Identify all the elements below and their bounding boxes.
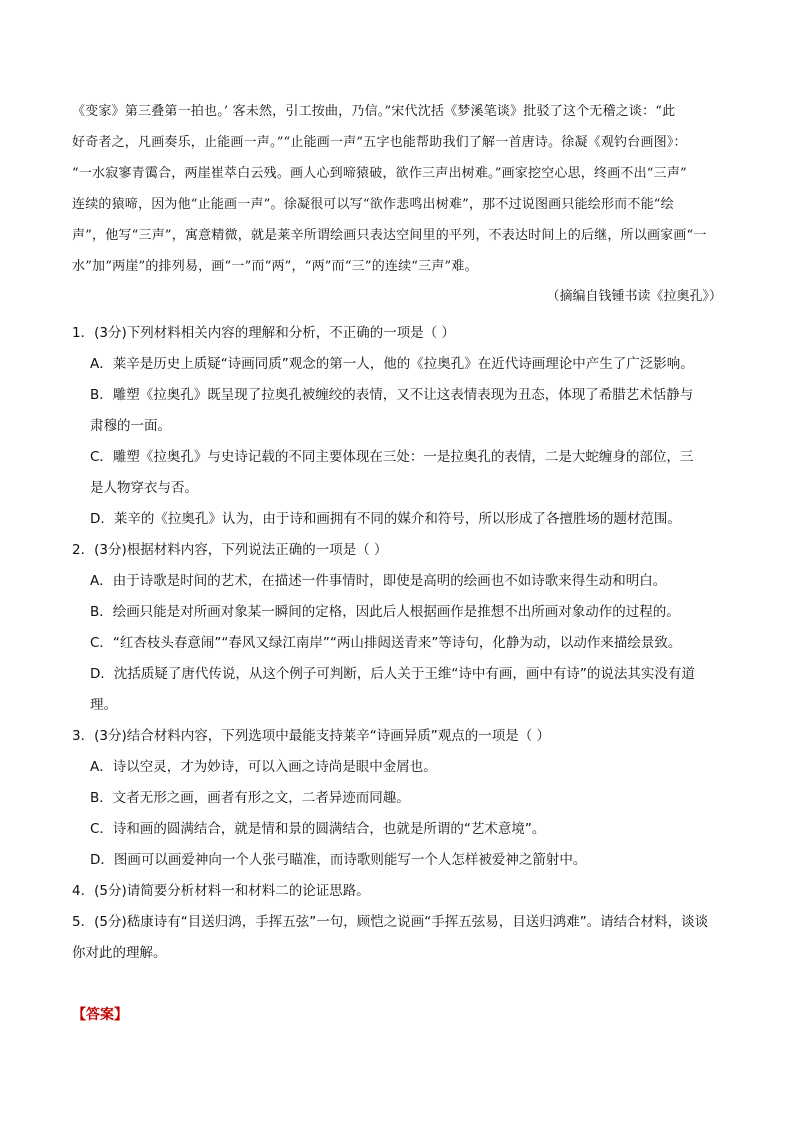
question-list [72,318,722,969]
question-5-continuation: 你对此的理解。 [72,945,167,961]
answer-heading: 【答案】 [72,1007,128,1023]
passage-line: 好奇者之，凡画奏乐，止能画一声。”“止能画一声”五字也能帮助我们了解一首唐诗。徐凝《观钓台画图》： [72,135,687,150]
question-1-option-c-continuation: 是人物穿衣与否。 [90,480,198,496]
question-2-option-a: A．由于诗歌是时间的艺术，在描述一件事情时，即使是高明的绘画也不如诗歌来得生动和明白。 [90,573,667,589]
question-1-stem: 1．(3分)下列材料相关内容的理解和分析，不正确的一项是（ ） [72,325,456,341]
question-2-option-d: D．沈括质疑了唐代传说，从这个例子可判断，后人关于王维“诗中有画，画中有诗”的说法其实没有道 [90,666,695,682]
passage-line: 《变家》第三叠第一拍也。’ 客未然，引工按曲，乃信。”宋代沈括《梦溪笔谈》批驳了这个无稽之谈：“此 [72,104,676,119]
question-3-option-d: D．图画可以画爱神向一个人张弓瞄准，而诗歌则能写一个人怎样被爱神之箭射中。 [90,852,587,868]
question-2-option-d-continuation: 理。 [90,697,117,713]
question-2-option-b: B．绘画只能是对所画对象某一瞬间的定格，因此后人根据画作是推想不出所画对象动作的过程的。 [90,604,680,620]
passage-line: “一水寂寥青霭合，两崖崔萃白云残。画人心到啼猿破，欲作三声出树难。”画家挖空心思，终画不出“三声” [72,166,687,181]
passage-source: （摘编自钱锺书读《拉奥孔》） [546,289,722,304]
question-2-stem: 2．(3分)根据材料内容，下列说法正确的一项是（ ） [72,542,388,558]
passage-line: 水”加“两崖”的排列易，画“一”而“两”，“两”而“三”的连续“三声”难。 [72,259,478,274]
passage-line: 连续的猿啼，因为他“止能画一声”。徐凝很可以写“欲作悲鸣出树难”，那不过说图画只能绘形而不能“绘 [72,197,674,212]
passage-line: 声”，他写“三声”，寓意精微，就是莱辛所谓绘画只表达空间里的平列，不表达时间上的后继，所以画家画“一 [72,228,707,243]
question-2-option-c: C．“红杏枝头春意闹”“春风又绿江南岸”“两山排闼送青来”等诗句，化静为动，以动作来描绘景致。 [90,635,682,651]
question-1-option-a: A．莱辛是历史上质疑“诗画同质”观念的第一人，他的《拉奥孔》在近代诗画理论中产生了广泛影响。 [90,356,694,372]
question-3-option-c: C．诗和画的圆满结合，就是情和景的圆满结合，也就是所谓的“艺术意境”。 [90,821,546,837]
question-3-stem: 3．(3分)结合材料内容，下列选项中最能支持莱辛“诗画异质”观点的一项是（ ） [72,728,550,744]
question-3-option-a: A．诗以空灵，才为妙诗，可以入画之诗尚是眼中金屑也。 [90,759,437,775]
question-3-option-b: B．文者无形之画，画者有形之文，二者异迹而同趣。 [90,790,410,806]
question-1-option-c: C．雕塑《拉奥孔》与史诗记载的不同主要体现在三处：一是拉奥孔的表情，二是大蛇缠身的部位，三 [90,449,694,465]
question-1-option-d: D．莱辛的《拉奥孔》认为，由于诗和画拥有不同的媒介和符号，所以形成了各擅胜场的题材范围。 [90,511,681,527]
question-4-stem: 4．(5分)请简要分析材料一和材料二的论证思路。 [72,883,370,899]
passage-text [72,96,722,282]
question-5-stem: 5．(5分)嵇康诗有“目送归鸿，手挥五弦”一句，顾恺之说画“手挥五弦易，目送归鸿难”。请结合材料，谈谈 [72,914,709,930]
question-1-option-b: B．雕塑《拉奥孔》既呈现了拉奥孔被缠绞的表情，又不让这表情表现为丑态，体现了希腊艺术恬静与 [90,387,694,403]
question-1-option-b-continuation: 肃穆的一面。 [90,418,171,434]
